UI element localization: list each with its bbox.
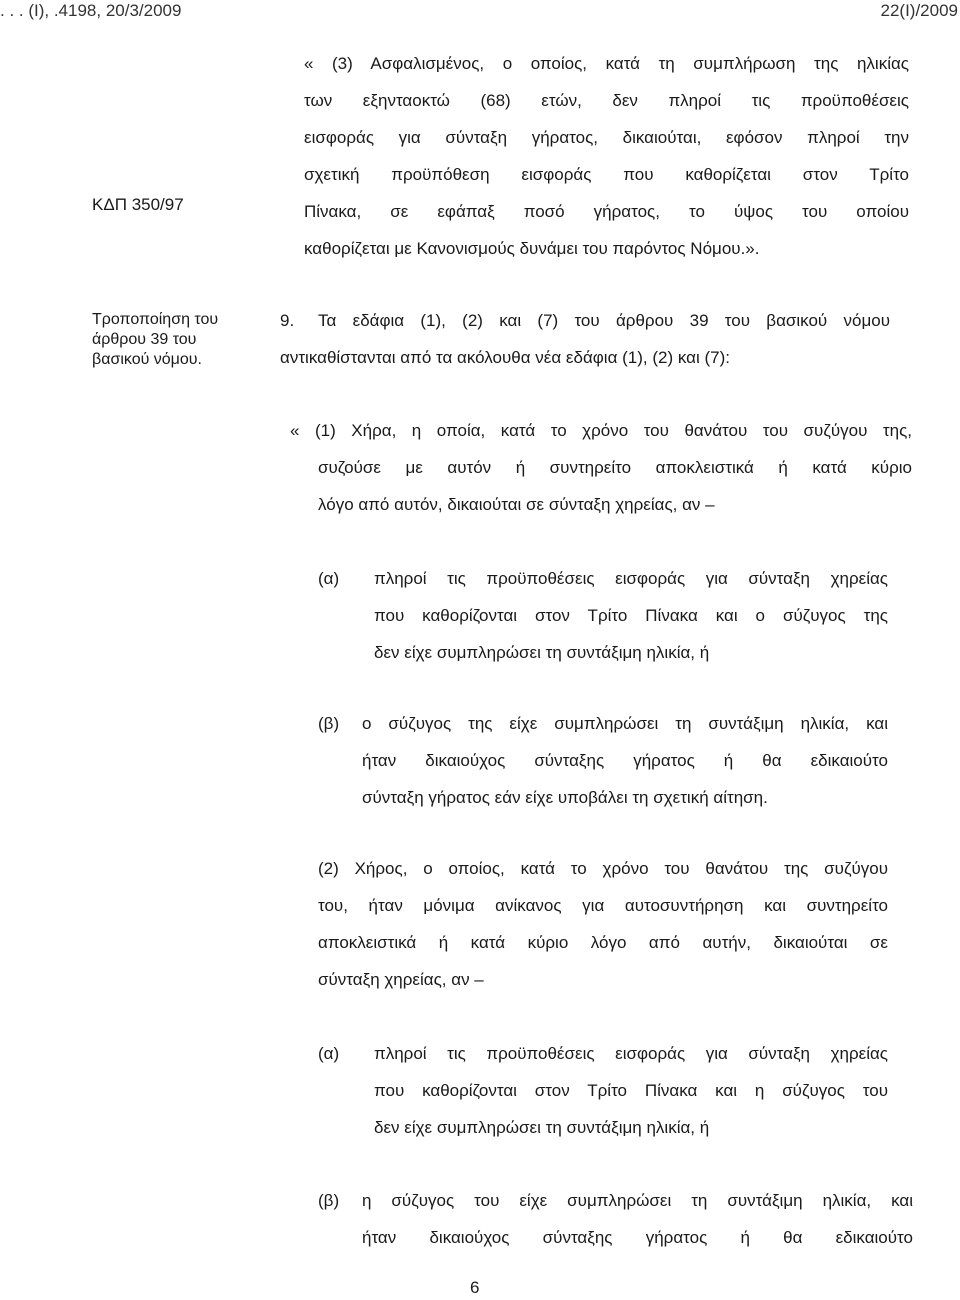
subsection-2 <box>318 850 888 998</box>
text-line: αντικαθίστανται από τα ακόλουθα νέα εδάφια (1), (2) και (7): <box>280 348 730 367</box>
margin-line: Τροποποίηση του <box>92 311 219 328</box>
text-line: (2) Χήρος, ο οποίος, κατά το χρόνο του θανάτου της συζύγου <box>318 859 888 878</box>
text-line: « (3) Ασφαλισμένος, ο οποίος, κατά τη συμπλήρωση της ηλικίας <box>304 54 909 73</box>
item-marker: (β) <box>318 1191 340 1210</box>
section-number: 9. <box>280 311 295 330</box>
subsection-2-beta <box>318 1182 913 1256</box>
page-number: 6 <box>470 1278 480 1297</box>
header-right: 22(I)/2009 <box>880 1 958 20</box>
text-line: συζούσε με αυτόν ή συντηρείτο αποκλειστικά ή κατά κύριο <box>318 458 912 477</box>
text-line: των εξηνταοκτώ (68) ετών, δεν πληροί τις προϋποθέσεις <box>304 91 909 110</box>
text-line: αποκλειστικά ή κατά κύριο λόγο από αυτήν, δικαιούται σε <box>318 933 888 952</box>
text-line: ήταν δικαιούχος σύνταξης γήρατος ή θα εδικαιούτο <box>362 1228 913 1247</box>
margin-line: βασικού νόμου. <box>92 351 202 368</box>
item-marker: (α) <box>318 1044 340 1063</box>
margin-note-kdp: ΚΔΠ 350/97 <box>92 195 184 214</box>
text-line: πληροί τις προϋποθέσεις εισφοράς για σύνταξη χηρείας <box>374 569 888 588</box>
text-line: δεν είχε συμπληρώσει τη συντάξιμη ηλικία, ή <box>374 643 710 662</box>
text-line: που καθορίζονται στον Τρίτο Πίνακα και η σύζυγος του <box>374 1081 888 1100</box>
text-line: η σύζυγος του είχε συμπληρώσει τη συντάξιμη ηλικία, και <box>362 1191 913 1210</box>
item-marker: (β) <box>318 714 340 733</box>
text-line: ο σύζυγος της είχε συμπληρώσει τη συντάξιμη ηλικία, και <box>362 714 888 733</box>
text-line: σύνταξη γήρατος εάν είχε υποβάλει τη σχετική αίτηση. <box>362 788 768 807</box>
text-line: σύνταξη χηρείας, αν – <box>318 970 484 989</box>
text-line: Πίνακα, σε εφάπαξ ποσό γήρατος, το ύψος του οποίου <box>304 202 909 221</box>
subsection-1-beta <box>318 705 888 816</box>
text-line: δεν είχε συμπληρώσει τη συντάξιμη ηλικία, ή <box>374 1118 710 1137</box>
text-line: πληροί τις προϋποθέσεις εισφοράς για σύνταξη χηρείας <box>374 1044 888 1063</box>
text-line: καθορίζεται με Κανονισμούς δυνάμει του παρόντος Νόμου.». <box>304 239 760 258</box>
text-line: « (1) Χήρα, η οποία, κατά το χρόνο του θανάτου του συζύγου της, <box>290 421 912 440</box>
paragraph-3 <box>304 45 909 267</box>
header-left: . . . (I), .4198, 20/3/2009 <box>0 1 182 20</box>
section-9 <box>280 302 890 376</box>
subsection-1-alpha <box>318 560 888 671</box>
text-line: εισφοράς για σύνταξη γήρατος, δικαιούται, εφόσον πληροί την <box>304 128 909 147</box>
margin-note-amendment <box>92 310 260 370</box>
text-line: ήταν δικαιούχος σύνταξης γήρατος ή θα εδικαιούτο <box>362 751 888 770</box>
margin-line: άρθρου 39 του <box>92 331 197 348</box>
text-line: λόγο από αυτόν, δικαιούται σε σύνταξη χηρείας, αν – <box>318 495 715 514</box>
subsection-2-alpha <box>318 1035 888 1146</box>
text-line: που καθορίζονται στον Τρίτο Πίνακα και ο σύζυγος της <box>374 606 888 625</box>
text-line: Τα εδάφια (1), (2) και (7) του άρθρου 39 του βασικού νόμου <box>318 311 890 330</box>
item-marker: (α) <box>318 569 340 588</box>
subsection-1 <box>290 412 912 523</box>
text-line: του, ήταν μόνιμα ανίκανος για αυτοσυντήρηση και συντηρείτο <box>318 896 888 915</box>
text-line: σχετική προϋπόθεση εισφοράς που καθορίζεται στον Τρίτο <box>304 165 909 184</box>
